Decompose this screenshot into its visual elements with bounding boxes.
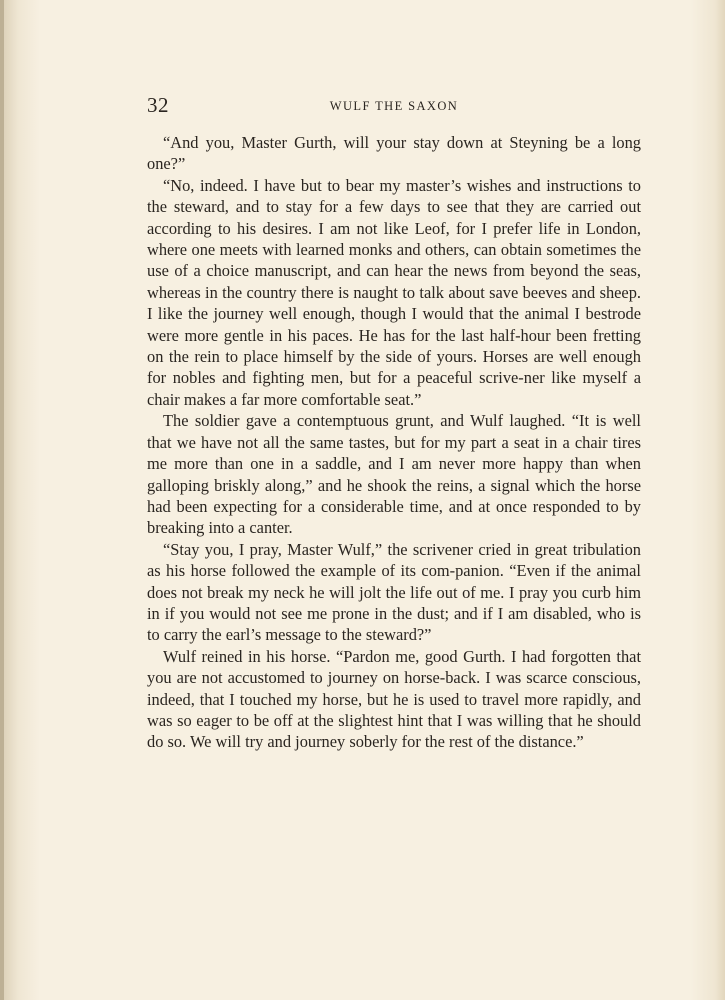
running-title: WULF THE SAXON	[329, 99, 459, 113]
page-binding-edge	[0, 0, 4, 1000]
paragraph: Wulf reined in his horse. “Pardon me, good Gurth. I had forgotten that you are not accustomed to journey on horse-back. I was scarce conscious, indeed, that I touched my horse, but he is used to travel more rapidly, and was so eager to be off at the slightest hint that I was willing that he should do so. We will try and journey soberly for the rest of the distance.”	[147, 646, 641, 752]
paragraph: “And you, Master Gurth, will your stay down at Steyning be a long one?”	[147, 133, 641, 174]
body-text	[147, 132, 641, 753]
paragraph: “Stay you, I pray, Master Wulf,” the scrivener cried in great tribulation as his horse followed the example of its com-panion. “Even if the animal does not break my neck he will jolt the life out of me. I pray you curb him in if you would not see me prone in the dust; and if I am disabled, who is to carry the earl’s message to the steward?”	[147, 539, 641, 645]
page-number: 32	[147, 93, 169, 117]
page-header	[147, 93, 641, 117]
paragraph: “No, indeed. I have but to bear my master’s wishes and instructions to the steward, and to stay for a few days to see that they are carried out according to his desires. I am not like Leof, for I prefer life in London, where one meets with learned monks and others, can obtain sometimes the use of a choice manuscript, and can hear the news from beyond the seas, whereas in the country there is naught to talk about save beeves and sheep. I like the journey well enough, though I would that the animal I bestrode were more gentle in his paces. He has for the last half-hour been fretting on the rein to place himself by the side of yours. Horses are well enough for nobles and fighting men, but for a peaceful scrive-ner like myself a chair makes a far more comfortable seat.”	[147, 175, 641, 409]
paragraph: The soldier gave a contemptuous grunt, and Wulf laughed. “It is well that we have not all the same tastes, but for my part a seat in a chair tires me more than one in a saddle, and I am never more happy than when galloping briskly along,” and he shook the reins, a signal which the horse had been expecting for a considerable time, and at once responded to by breaking into a canter.	[147, 411, 641, 538]
